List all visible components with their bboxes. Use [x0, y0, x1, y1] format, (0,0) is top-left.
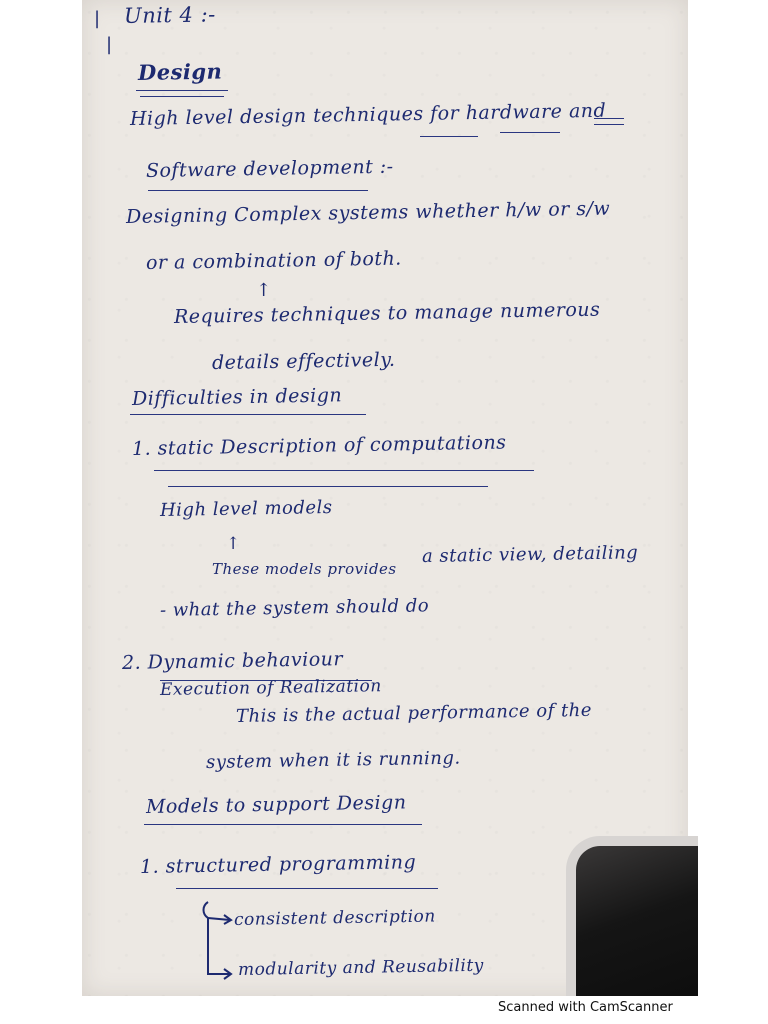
what-system-should-do: - what the system should do: [159, 595, 430, 621]
section-title-line-2: Software development :-: [145, 155, 394, 182]
models-provide: These models provides: [212, 560, 397, 578]
unit-heading: Unit 4 :-: [123, 2, 216, 28]
actual-performance: This is the actual performance of the: [235, 699, 593, 727]
item-2-dynamic-behaviour: 2. Dynamic behaviour: [121, 648, 344, 674]
up-arrow: ↑: [256, 280, 272, 301]
design-heading: Design: [137, 58, 223, 85]
item-1-underline-2: [168, 486, 488, 487]
title-underline: [594, 118, 624, 119]
up-arrow-2: ↑: [226, 534, 241, 554]
paragraph-line-2: or a combination of both.: [145, 247, 402, 274]
design-underline: [136, 90, 228, 91]
paragraph-line-4: details effectively.: [211, 348, 396, 374]
structured-programming: 1. structured programming: [139, 851, 417, 878]
margin-mark: |: [106, 34, 113, 55]
bracket-arrow-icon: [196, 896, 236, 986]
item-1-underline: [154, 470, 534, 471]
models-heading: Models to support Design: [145, 791, 407, 818]
scan-shadow-corner: [566, 836, 698, 1006]
high-level-models: High level models: [159, 496, 333, 521]
camscanner-watermark: Scanned with CamScanner: [498, 1000, 673, 1015]
title-underline-2: [148, 190, 368, 191]
paragraph-line-1: Designing Complex systems whether h/w or s/w: [125, 197, 611, 228]
design-underline-2: [140, 96, 224, 97]
difficulties-heading: Difficulties in design: [131, 384, 343, 410]
modularity-reusability: modularity and Reusability: [237, 955, 484, 980]
margin-mark: |: [94, 8, 101, 29]
title-underline: [420, 136, 478, 137]
execution-realization: Execution of Realization: [159, 676, 382, 700]
section-title-line-1: High level design techniques for hardware and: [129, 99, 607, 130]
static-view: a static view, detailing: [421, 542, 639, 567]
models-underline: [144, 824, 422, 825]
system-running: system when it is running.: [205, 747, 461, 773]
item-1-static-description: 1. static Description of computations: [131, 431, 507, 460]
paragraph-line-3: Requires techniques to manage numerous: [173, 298, 601, 328]
difficulties-underline: [130, 414, 366, 415]
structured-underline: [176, 888, 438, 889]
title-underline: [500, 132, 560, 133]
title-underline: [594, 124, 624, 125]
consistent-description: consistent description: [233, 906, 436, 930]
